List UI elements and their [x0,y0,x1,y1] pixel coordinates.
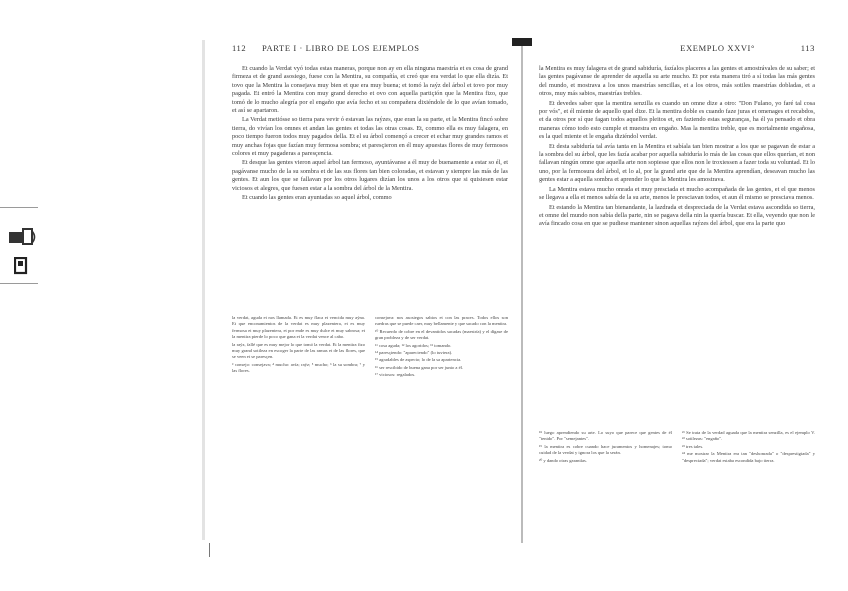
left-page-header [232,43,508,57]
footnote: ²⁴ me mostrar la Mentira era tan "deshonrada" o "desprestigiada" y "despreciada"; verdat estaba escondida bajo tierra. [682,451,815,463]
right-paragraph: Et estando la Mentira tan bienandante, la lazdrada et despreciada de la Verdat estava ascondida so tierra, et omne del mundo non sabía della parte, nin se pagava della nin la quería buscar. Et ella, veyendo que non le avía fincado cosa en que se pudiese mantener sinon aquellas raýzes del árbol, que era la parte quo [539,203,815,228]
left-margin-shadow [202,40,205,540]
left-page [220,0,520,591]
right-running-head: EXEMPLO XXVI° [680,43,755,53]
footnote: ¹⁰ Recuerdo de cobre en el devantidos sacadas (maestría) y el dígase de gran probleza y de ser verdat. [375,328,508,341]
right-page-number: 113 [800,43,815,53]
footnote: ²³ tres tales. [682,443,704,449]
scan-edge-line-top [0,207,38,208]
footnote: consejava: nos asosiegos sabios et con las praces. Todos ellos son ruedras que se puede caer, muy bellamente y que sacado con la mentira. [375,315,508,327]
left-paragraph: Et cuando la Verdat vyó todas estas maneras, porque non ay en ella ninguna maestría et es cosa de grand firmeza et de grand asosiego, fuese con la Mentira, su compañía, et creó que era verdat lo que ella dizía. Et tovo que la Mentira la consejava muy bien et que era muy buena; et tomó la raýz del árbol et tovo por muy pagada. Et entró la Mentira con muy grand derecho et ovo con aquella partiçión que la Mentira fizo, que tomó de lo mucho alegría por el engaño que avía fecho et su compañera dixiéndole de lo que avían tomado, et así se apartaron. [232,65,508,115]
left-paragraph: Et cuando las gentes eran ayuntadas so aquel árbol, commo [242,194,392,202]
footnote: ¹¹ cosa aguda; ¹² los agoridos; ¹³ tomando. [375,342,452,348]
right-page-body [539,65,815,230]
footnote: la raýz, fallé que es muy mejor lo que tomó la verdat. Et la mentira fizo muy grand sotileza en escoger la parte de las ramas et de las flores, que se veen et se paresçen. [232,341,365,360]
right-page-header [539,43,815,57]
left-page-body [232,65,508,204]
right-paragraph: Et desta sabiduría tal avía tanta en la Mentira et sabíala tan bien mostrar a los que se pagavan de estar a la sombra del su árbol, que les fazía acabar por aquella sabiduría lo más de las cosas que ellos querían, et non fallavan ningún omne que aquella arte non sopiesse que ellos non le troxiessen a fazer toda su voluntad. Et lo uno, por la fermosura del árbol, et lo al, por la grand arte que de la Mentira aprendían, deseavan mucho las gentes estar a aquella sombra et aprender lo que la Mentira les amostrava. [539,142,815,184]
right-paragraph: la Mentira es muy falagera et de grand sabiduría, fazíalos placeres a las gentes et amostrávales de su saber; et las gentes pagávanse de aprender de aquella su arte mucho. Et por esta manera tiró a sí todas las más gentes del mundo, et mostrava a los unos maestrías sencillas, et a los otros, más sotiles maestrías dobladas, et a otros, muy más sabios, maestrías trebles. [539,65,815,98]
left-running-head: PARTE I · LIBRO DE LOS EJEMPLOS [262,43,420,53]
left-paragraph: La Verdat metiósse so tierra para vevir ó estavan las raýzes, que eran la su parte, et la Mentira fincó sobre tierra, do vivían los omnes et andan las gentes et todas las otras cosas. Et, commo ella es muy falagera, en poco tiempo fueron todos muy pagados della. Et el su árbol començó a crecer et echar muy grandes ramos et muy anchas fojas que fazían muy fermosa sombra; et paresçieron en él muy apuestas flores de muy fermosos colores et muy pagaderas a paresçencia. [232,116,508,158]
scan-edge-line-bottom [0,283,38,284]
left-paragraph: Et desque las gentes vieron aquel árbol tan fermoso, ayuntávanse a él muy de buenamente a estar so él, et pagávanse mucho de la su sombra et de las sus flores tan bien coloradas, et estavan y siempre las más de las gentes. Et aun los que se fallavan por los otros lugares dizían los unos a los otros que si quisiesen estar viciosos et alegres, que fuesen estar a la sombra del árbol de la Mentira. [232,159,508,192]
footnote: ¹⁶ ser rescibido de buena gana por ser junto a él. [375,364,464,370]
footnote: ²¹ Se trata de la verdad aguada que la mentira senzilla, es el ejemplo V. ²² sotilezas: "engaño". [682,430,815,442]
scanner-tab-icon [14,257,28,275]
right-page [527,0,827,591]
footnote: ³ consejo: consejava; ⁴ mucho: avía; raýz; ⁵ mucho; ⁶ la su sombra; ⁷ y las flores. [232,361,365,374]
right-footnotes [539,430,815,465]
scan-left-mark [209,543,210,557]
book-gutter [521,38,523,543]
footnote: ¹⁹ la mentira es cobre cuando hace juramentos y homenajes; tomo cuidad de la verdat y ignora los que la serán. [539,443,672,456]
scanner-clip-icon [8,226,38,248]
left-footnotes [232,315,508,379]
right-paragraph: Et devedes saber que la mentira senzilla es cuando un omne dize a otro: "Don Fulano, yo faré tal cosa por vós", et él miente de aquello quel dize. Et la mentira doble es cuando faze juras et omenages et recabdos, et da otros por sí que fagan todos aquellos pleitos et, en faziendo estas seguranças, ha él ya pensado et obra maneras cómo todo esto cumple et muestra en engaño. Mas la mentira treble, que es mortalmente engañosa, es la quel miente et le engaña diziéndol verdat. [539,99,815,141]
right-paragraph: La Mentira estava mucho onrada et muy presciada et mucho acompañada de las gentes, et el que menos se llegava a ella et menos sabía de la su arte, menos le presciavan todos, et aun él mismo se presciava menos. [539,185,815,202]
footnote: la verdat, aguda et nos llamada. Et es muy flaca et vencida muy aýna. Et que enconamientos de la verdat es muy plazentera, et es muy fermosa et muy plazentera, et por ende es muy dulce et muy sabrosa; et la mentira pierde lo poco que gana et la verdat vence al cabo. [232,315,365,340]
footnote: ²⁰ y dando otras garantías. [539,457,587,463]
footnote: ¹⁴ paresçiendo: "apareciendo" (lo tuviera). [375,350,453,356]
footnote: ¹⁸ luego aprendiendo su arte. Lo suyo que parece que gentes de él "tenido". Por "semejantes". [539,430,672,442]
footnote: ¹⁷ viciosos: regalados. [375,372,416,378]
footnote: ¹⁵ agradables de aspecto; lo de la sa apariencia. [375,357,462,363]
left-page-number: 112 [232,43,247,53]
